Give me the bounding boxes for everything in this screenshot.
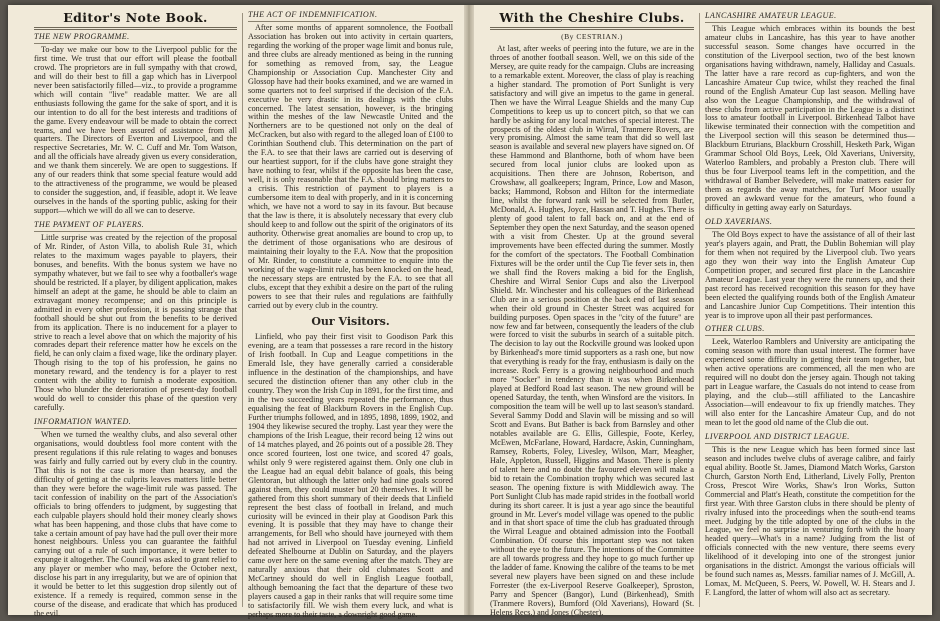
section-title-old-xaverians: OLD XAVERIANS. bbox=[705, 216, 773, 226]
section-text-other-clubs: Leek, Waterloo Ramblers and University are anticipating the coming season with more than usual interest. The former have experienced some difficulty in getting their team together, but when active operations are commenced, all the men who are required will no doubt don the jersey again. Though not taking part in League warfare, the Casuals do not intend to cease from playing, and the club—still affiliated to the Lancashire Association—will endeavour to fix up friendly matches. They will also enter for the Lancashire Amateur Cup, and do not mean to let the good old name of the Club die out. bbox=[705, 337, 915, 427]
section-title-new-programme: THE NEW PROGRAMME. bbox=[34, 32, 130, 41]
section-title-lancashire-amateur-league: LANCASHIRE AMATEUR LEAGUE. bbox=[705, 11, 837, 20]
section-rule bbox=[34, 43, 237, 44]
column-divider bbox=[699, 13, 700, 607]
section-rule bbox=[34, 231, 237, 232]
section-text-lancashire-amateur-league: This League which embraces within its bounds the best amateur clubs in Lancashire, has this year to have another successful season. Some changes have occurred in the constitution of the Liverpool section, two of the best known organisations having withdrawn, namely, Halliday and Casuals. The latter have a rare record as cup-fighters, and won the Lancashire Amateur Cup twice, whilst they reached the final round of the English Amateur Cup last season. Melling have also won the League Championship, and the withdrawal of these clubs from active participation in the League is a distinct loss to amateur football in Liverpool. Birkenhead Talbot have likewise terminated their connection with the competition and the Liverpool section will this season be determined thus—Blackburn Etrurians, Blackburn Crosshill, Hesketh Park, Wigan Grammar School Old Boys, Leek, Old Xaverians, University, Waterloo Ramblers, and probably a Preston club. There will thus be four Liverpool teams left in the competition, and the withdrawal of Bamber Belvedere, will make matters easier for them as regards the away matches, for Turf Moor usually proved an awkward venue for the amateurs, who found a difficulty in getting away early on Saturdays. bbox=[705, 23, 915, 213]
our-visitors-text: Linfield, who pay their first visit to Goodison Park this evening, are a team that possesses a rare record in the history of Irish football. In Cup and League competitions in the Emerald Isle, they have generally carried a considerable influence in the destination of the championships, and have secured the distinction oftener than any other club in the country. They won the Irish Cup in 1891, for the first time, and in the two succeeding years repeated the performance, thus equalising the feat of Blackburn Rovers in the English Cup. Further triumphs followed, and in 1895, 1898, 1899, 1902, and 1904 they likewise secured the trophy. Last year they were the champions of the Irish League, their record being 12 wins out of 14 matches played, and 26 points out of a possible 28. They once scored fourteen, lost one twice, and scored 47 goals, whilst only 9 were registered against them. Only one club in the League had an equal debit balance of goals, this being Glentoran, but although the latter only had nine goals scored against them, they could muster but 20 themselves. It will be gathered from this short summary of their deeds that Linfield represent the best class of football in Ireland, and much curiosity will be evinced in their play at Goodison Park this evening. It is possible that they may have to change their arrangements, for Bell who should have journeyed with them had not arrived in Liverpool on Tuesday evening. Linfield defeated Shelbourne at Dublin on Saturday, and the players came over here on the same evening after the match. They are naturally anxious that their old clubmates Scott and McCartney should do well in English League football, although bemoaning the fact that the departure of these two players caused a gap in their ranks that will require some time to satisfactorily fill. We wish them every luck, and what is perhaps more to their taste, a downright good game. bbox=[248, 332, 453, 619]
section-title-information-wanted: INFORMATION WANTED. bbox=[34, 417, 132, 427]
section-text-payment-of-players: Little surprise was created by the rejection of the proposal of Mr. Rinder, of Aston Villa, to abolish Rule 31, which relates to the maximum wages payable to players, their bonuses, and benefits. With the bonus system we have no sympathy whatever, but we fail to see why a footballer's wage should be restricted. If a player, by diligent application, makes himself an adept at the game, he should be able to claim an extravagant money recompense; and on this principle is admitted in every other profession, it is passing strange that football should be shut out from the benefits to be derived from its application. There is no inducement for a player to strive to reach a level above that on which the majority of his comrades depart their reference matter how he excels on the field, he can only claim a fixed wage, like the ordinary player. Though rising to the top of his profession, he gains no monetary reward, and the tendency is for a player to rest content with the ability to furnish a moderate exposition. Those who blunder the deterioration of present-day football would do well to consider this phase of the question very carefully. bbox=[34, 233, 237, 413]
right-page bbox=[474, 5, 932, 615]
section-rule bbox=[705, 443, 915, 444]
left-column-2 bbox=[248, 10, 453, 619]
section-title-act-of-indemnification: THE ACT OF INDEMNIFICATION. bbox=[248, 10, 378, 19]
left-column-1 bbox=[34, 10, 237, 619]
page-gutter bbox=[464, 5, 474, 615]
section-title-liverpool-district-league: LIVERPOOL AND DISTRICT LEAGUE. bbox=[705, 431, 850, 441]
section-text-liverpool-district-league: This is the new League which has been formed since last season and includes twelve clubs of average calibre, and fairly equal ability. Bootle St. James, Diamond Match Works, Garston Church, Garston North End, Litherland, Lively Folly, Prenton Cross, Prescot Wire Works, Shaw's Iron Works, Sutton Commercial and Platt's Heath, constitute the competition for the first year. With three Garston clubs in there should be plenty of rivalry infused into the proceedings when the south-end teams meet. Judging by the title adopted by one of the clubs in the League, we feel no surprise in venturing forth with the hoary headed query—What's in a name? Judging from the list of officials connected with the new venture, there seems every likelihood of it developing into one of the strongest junior organisations in the district. Amongst the various officials will be found such names as, Messrs. familiar names of J. McGill, A. Lomax, M. McQueen, S. Peers, W. Powell, W. H. Stears and J. F. Langford, the latter of whom will also act as secretary. bbox=[705, 444, 915, 598]
section-text-new-programme: To-day we make our bow to the Liverpool public for the first time. We trust that our effort will please the football crowd. The proprietors are in full sympathy with that crowd, and will do their best to fill a gap which has in Liverpool never been satisfactorily filled—viz., to provide a programme which will contain "live" readable matter. We are all enthusiasts following the game for the sake of sport, and it is our intention to do all for the best interests and traditions of the game. Every endeavour will be made to obtain the correct teams, and we have been assured of assistance from all quarters. The Directors of Everton and Liverpool, and the respective Secretaries, Mr. W. C. Cuff and Mr. Tom Watson, and all the officials have already given us every consideration, and we thank them sincerely. We are open to suggestions. If any of our readers think that some special feature would add to the attractiveness of the programme, we would be pleased to consider the suggestion, and, if feasible, adopt it. We leave ourselves in the hands of the sporting public, asking for their support—which we will do all we can to deserve. bbox=[34, 44, 237, 216]
cheshire-clubs-masthead: With the Cheshire Clubs. bbox=[499, 10, 685, 25]
section-title-other-clubs: OTHER CLUBS. bbox=[705, 324, 765, 334]
our-visitors-heading: Our Visitors. bbox=[311, 315, 390, 329]
masthead-rule bbox=[34, 27, 237, 30]
cheshire-clubs-text: At last, after weeks of peering into the future, we are in the throes of another football season. Well, we on this side of the Mersey, are quite ready for the campaign. Clubs are increasing to a remarkable extent. Moreover, the class of play is reaching a higher standard. The promotion of Port Sunlight is very satisfactory and will give an impetus to the game in general. Then we have the Wirral League Shields and the many Cup Competitions to keep us up to concert pitch, so that we can hardly be asking for any local matches of special interest. The prospects of the oldest club in Wirral, Tranmere Rovers, are very promising. Almost the same team that did so well last season is available and several new players have signed on. Of these Hammond and Blanthorne, both of whom have been secured from local junior clubs are looked upon as acquisitions. Then there are Johnson, Robertson, and Crowshaw, all goalkeepers; Ingram, Prince, Low and Mason, backs; Hammond, Robson and Hilton for the intermediate line, whilst the forward rank will be selected from Butler, McDonald, A. Hughes, Joyce, Hassan and T. Hughes. There is plenty of good talent to fall back on, and at the end of September they open the next Saturday, and the season opened with a visit from Chester. Up at the ground several improvements have been effected during the summer. Mostly for the comfort of the spectators. The Football Combination Fixtures will be the order until the Cup Tie fever sets in, then we shall find the Rovers making a bid for the English, Cheshire and Wirral Senior Cups and also the Liverpool Shield. Mr. Winchester and his colleagues of the Birkenhead Club are in a serious position at the back end of last season when their old ground in Chester Street was acquired for building purposes. Open spaces in the "city of the future" are now few and far between, consequently the leaders of the club were forced to visit the suburbs in search of a suitable pitch. The decision to lay out the Rockville ground was looked upon by Birkenhead's more timid supporters as a rash one, but now that everything is ready for the fray, enthusiasm is daily on the increase. Rock Ferry is a growing neighbourhood and much more "Socker" in tendency than it was when Birkenhead played at Bedford Road last season. The new ground will be opened Saturday, the tenth, when Winsford are the visitors. In composition the team will be well up to last season's standard. Several Sammy Dodd and Slavin will be missing and so will Scott and Evans. But Bather is back from Barnsley and other notables available are G. Ellis, Gillespie, Foote, Kerley, McEwen, McFarlane, Howard, Hardacre, Askin, Cunningham, Ramsey, Roberts, Foley, Livesley, Wilson, Marr, Meagher, Hale, Appleton, Russell, Higgins and Mason. There is plenty of talent here and no doubt the favoured eleven will make a bid to retain the Combination trophy which was secured last season. The opening fixture is with Middlewich away. The Port Sunlight Club has made rapid strides in the football world during its short career. It is just a year ago since the beautiful ground in Mr. Lever's model village was opened to the public and in that short space of time the club has graduated through the Wirral League and obtained admission into the Football Combination. Of course this important step was not taken without the eye to the future. The intentions of the Committee are all towards progress and they hope to go much further up the ladder of fame. Knowing the calibre of the teams to be met several new players have been signed on and these include Forrester (the ex-Liverpool Reserve Goalkeeper), Sproston, Parry and Spencer (Bangor), Lund (Birkenhead), Smith (Tranmere Rovers), Bumford (Old Xaverians), Howard (St. Helens Recs.) and Jones (Chester). bbox=[490, 43, 695, 617]
editors-note-book-masthead: Editor's Note Book. bbox=[63, 10, 208, 25]
byline: (By CESTRIAN.) bbox=[561, 32, 623, 41]
column-divider bbox=[242, 13, 243, 607]
right-column-1 bbox=[490, 10, 695, 617]
section-rule bbox=[705, 228, 915, 229]
section-text-act-of-indemnification: After some months of apparent somnolence, the Football Association has broken out into activity in certain quarters, regarding the working of the proper wage limit and bonus rule, and three clubs are already mentioned as being in the running for something as removed from, say, the League Championship or Association Cup. Manchester City and Glossop have had their books examined, and we are warned in some quarters not to feel surprised if the decision of the F.A. executive be very drastic in its dealings with the clubs concerned. The latest sensation, however, is the bringing within the meshes of the law Newcastle United and the Northerners are to be questioned not only on the deal of McCracken, but also with regard to the alleged loan of £100 to Corinthian Southend club. This determination on the part of the F.A. to see that their laws are carried out is deserving of our heartiest support, for if the clubs have gone straight they have nothing to fear, whilst if the opposite has been the case, well, it is only reasonable that the F.A. should bring matters to a crisis. This restriction of payment to players is a cumbersome item to deal with properly, and in it is concerning which, we have not a word to say in its favour. But because that the law is there, it is absolutely necessary that every club should keep to and follow out the spirit of the originators of its authority. Otherwise great anomalies are bound to crop up, to the detriment of those organisations who are desirous of maintaining their loyalty to the F.A. Now that the proposition of Mr. Rinder, to constitute a committee to enquire into the working of the wage-limit rule, has been knocked on the head, the necessary steps are entrusted by the F.A. to see that all clubs, except that they exhibit a desire on the part of the ruling powers to see that their rules and regulations are faithfully carried out by every club in the country. bbox=[248, 22, 453, 310]
section-text-old-xaverians: The Old Boys expect to have the assistance of all of their last year's players again, and Pratt, the Dublin Bohemian will play for them when not required by the Liverpool club. Two years ago they won their way into the English Amateur Cup Competition proper, and secured first place in the Lancashire Amateur League. Last year they were the runners up, and their past record has received recognition this season for they have been elected the qualifying rounds both of the English Amateur and Lancashire Junior Cup Competitions. Their intention this year is to improve upon all their past performances. bbox=[705, 229, 915, 320]
section-rule bbox=[34, 428, 237, 429]
left-page bbox=[8, 5, 464, 619]
section-rule bbox=[705, 335, 915, 336]
magazine-spread bbox=[8, 5, 932, 619]
section-text-information-wanted: When we turned the wealthy clubs, and also several other organisations, would doubtless fool more content with the present regulations if this rule relating to wages and bonuses was fairly and fully carried out by every club in the country. That this is not the case is more than hearsay, and the difficulty of getting at the culprits leaves matters little better than they were before the wage-limit rule was passed. The tacit confession of inability on the part of the Association's officials to bring offenders to judgment, by suggesting that each culpable players should hold their money clearly shows what has been happening, and those clubs that have come to take a certain amount of pay have had the pull over their more honest neighbours. Unless you can guarantee the faithful carrying out of a rule of such importance, it were better to expunge it altogether. The Council was asked to grant relief to any player or member who may, before the October next, disclose his part in any irregularity, but we are of opinion that it would be better to let this suggestion drop silently out of existence. If a remedy is required, common sense in the course of the disease, and eradicate that which has produced the evil. bbox=[34, 430, 237, 619]
section-rule bbox=[248, 21, 453, 22]
masthead-rule bbox=[490, 27, 694, 30]
right-column-2 bbox=[705, 11, 915, 611]
section-rule bbox=[705, 22, 915, 23]
section-title-payment-of-players: THE PAYMENT OF PLAYERS. bbox=[34, 220, 145, 230]
